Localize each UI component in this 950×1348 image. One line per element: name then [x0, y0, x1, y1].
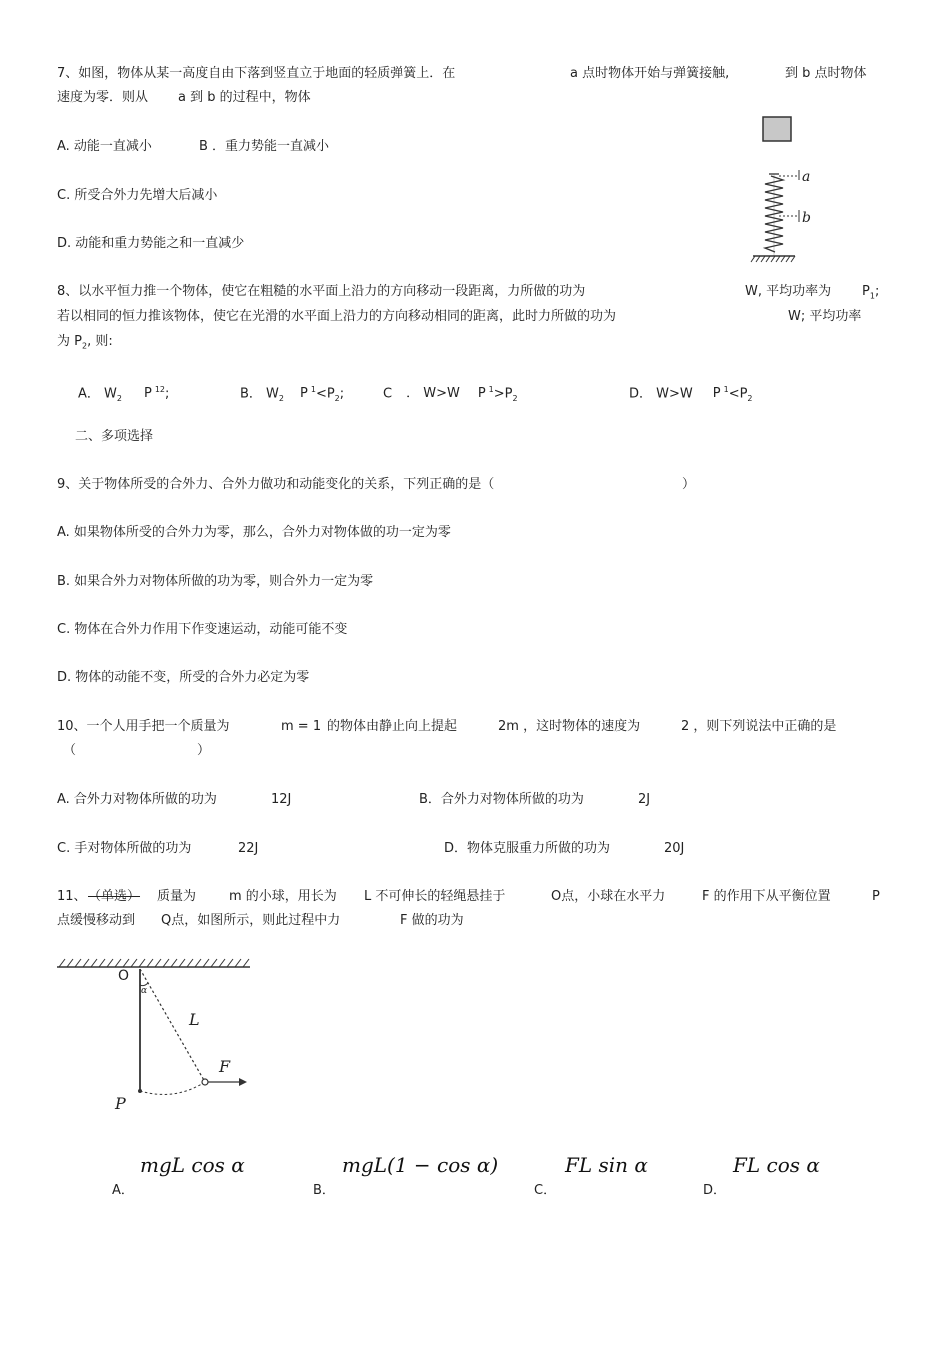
q10-option-a: A. 合外力对物体所做的功为 — [57, 792, 217, 807]
q11-stem-line1-d: O点，小球在水平力 — [551, 889, 666, 904]
label-P: P — [115, 1094, 126, 1113]
q11-stem-line1-c: L 不可伸长的轻绳悬挂于 — [364, 889, 506, 904]
label-L: L — [189, 1010, 200, 1029]
q11-stem-line2-c: F 做的功为 — [400, 913, 464, 928]
q11-stem-line1-b: m 的小球，用长为 — [229, 889, 337, 904]
q11-option-c-label: C． — [534, 1183, 557, 1198]
q9-option-b: B. 如果合外力对物体所做的功为零，则合外力一定为零 — [57, 574, 374, 589]
label-O: O — [118, 968, 130, 984]
q7-option-c: C. 所受合外力先增大后减小 — [57, 188, 218, 203]
q9-stem: 9、关于物体所受的合外力、合外力做功和动能变化的关系，下列正确的是（ — [57, 477, 495, 492]
q8-option-c: C ． W>W P $^1>P_2$ — [383, 385, 518, 403]
q10-stem-line1: 10、一个人用手把一个质量为 — [57, 719, 230, 734]
q9-option-d: D. 物体的动能不变，所受的合外力必定为零 — [57, 670, 310, 685]
q10-paren-open: （ — [63, 743, 77, 758]
q7-option-b: B ．重力势能一直减小 — [199, 139, 330, 154]
spring-figure — [745, 110, 835, 270]
q7-stem-line2: 速度为零．则从 — [57, 90, 149, 105]
q11-option-d-label: D． — [703, 1183, 727, 1198]
q11-option-a-label: A． — [112, 1183, 134, 1198]
label-b: b — [802, 210, 811, 226]
q10-paren-close: ） — [197, 743, 211, 758]
q11-option-b-label: B． — [313, 1183, 335, 1198]
q11-option-d-formula: FL cos α — [733, 1153, 820, 1177]
ball-Q — [202, 1079, 208, 1085]
ball-P — [138, 1089, 142, 1093]
q7-stem-line1-b: 到 b 点时物体 — [785, 66, 867, 81]
label-alpha: α — [141, 986, 148, 996]
label-a: a — [802, 169, 811, 185]
q8-option-a: A． $W_2$ P $^{12}$; — [78, 385, 170, 403]
q10-option-c-value: 22J — [238, 841, 259, 856]
q9-option-c: C. 物体在合外力作用下作变速运动，动能可能不变 — [57, 622, 348, 637]
q8-stem-line2-b: W; 平均功率 — [788, 309, 862, 324]
q11-stem-line1-f: P — [872, 889, 880, 904]
q10-stem-line1-d: 2m ，这时物体的速度为 — [498, 719, 641, 734]
q8-stem-line1-b: W, 平均功率为 — [745, 284, 832, 299]
q7-option-d: D. 动能和重力势能之和一直减少 — [57, 236, 245, 251]
q10-mass: m = 1 — [281, 719, 322, 734]
q10-option-b: B．合外力对物体所做的功为 — [419, 792, 584, 807]
q10-stem-line1-c: 的物体由静止向上提起 — [327, 719, 458, 734]
q11-stem-line2-b: Q点，如图所示，则此过程中力 — [161, 913, 341, 928]
falling-block — [763, 117, 791, 141]
q7-stem-line1: 7、如图，物体从某一高度自由下落到竖直立于地面的轻质弹簧上．在 — [57, 66, 456, 81]
q10-option-b-value: 2J — [638, 792, 651, 807]
q11-number: 11、 — [57, 889, 87, 904]
q9-stem-end: ） — [682, 477, 696, 492]
q10-option-d-value: 20J — [664, 841, 685, 856]
q11-stem-line1-e: F 的作用下从平衡位置 — [702, 889, 831, 904]
q8-option-b: B． $W_2$ P $^1<P_2$; — [240, 385, 345, 403]
q11-option-a-formula: mgL cos α — [140, 1153, 245, 1177]
q10-option-c: C. 手对物体所做的功为 — [57, 841, 192, 856]
q10-stem-line1-e: 2 ，则下列说法中正确的是 — [681, 719, 837, 734]
pendulum-figure — [55, 955, 255, 1120]
q11-option-b-formula: mgL(1 − cos α) — [342, 1153, 499, 1177]
q8-stem-line3: 为 $P_2$, 则: — [57, 334, 113, 351]
q7-stem-line1-a: a 点时物体开始与弹簧接触, — [570, 66, 730, 81]
q11-stem-line2-a: 点缓慢移动到 — [57, 913, 136, 928]
q9-option-a: A. 如果物体所受的合外力为零，那么，合外力对物体做的功一定为零 — [57, 525, 451, 540]
q7-option-a: A. 动能一直减小 — [57, 139, 152, 154]
swing-path — [140, 1082, 205, 1094]
q11-stem-line1-a: 质量为 — [157, 889, 197, 904]
label-F: F — [219, 1057, 231, 1076]
q11-option-c-formula: FL sin α — [565, 1153, 648, 1177]
q7-stem-line2-b: a 到 b 的过程中，物体 — [178, 90, 311, 105]
section-heading: 二、多项选择 — [75, 429, 154, 444]
q8-stem-line1-c: $P_1$; — [862, 284, 880, 301]
q11-struck-note: （单选） — [88, 889, 141, 904]
q8-stem-line2: 若以相同的恒力推该物体，使它在光滑的水平面上沿力的方向移动相同的距离，此时力所做的功为 — [57, 309, 617, 324]
q10-option-d: D．物体克服重力所做的功为 — [444, 841, 611, 856]
q10-option-a-value: 12J — [271, 792, 292, 807]
q8-stem-line1: 8、以水平恒力推一个物体，使它在粗糙的水平面上沿力的方向移动一段距离，力所做的功为 — [57, 284, 586, 299]
q8-option-d: D． W>W P $^1<P_2$ — [629, 385, 753, 403]
